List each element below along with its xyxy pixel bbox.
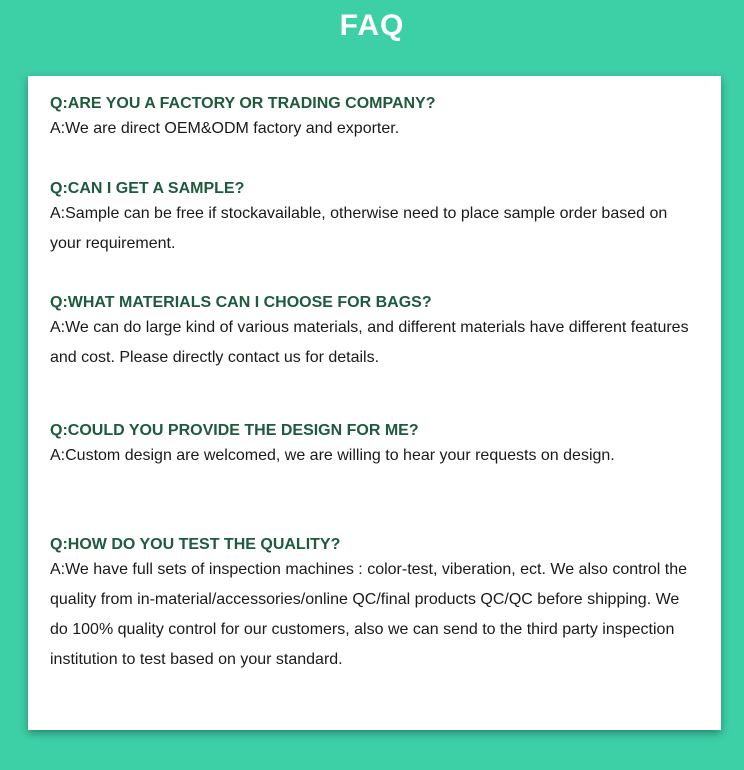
faq-item (50, 94, 700, 144)
faq-item (50, 179, 700, 259)
faq-question: Q:HOW DO YOU TEST THE QUALITY? (50, 536, 341, 553)
faq-answer: A:We have full sets of inspection machines : color-test, viberation, ect. We also control the quality from in-material/accessories/online QC/final products QC/QC before shipping. We do 100% quality control for our customers, also we can send to the third party inspection institution to test based on your standard. (50, 561, 688, 668)
faq-question: Q:WHAT MATERIALS CAN I CHOOSE FOR BAGS? (50, 294, 432, 311)
faq-answer: A:We can do large kind of various materials, and different materials have different features and cost. Please directly contact us for details. (50, 319, 689, 366)
page-title: FAQ (339, 9, 405, 42)
faq-answer: A:Custom design are welcomed, we are willing to hear your requests on design. (50, 447, 615, 464)
faq-question: Q:COULD YOU PROVIDE THE DESIGN FOR ME? (50, 422, 419, 439)
faq-question: Q:CAN I GET A SAMPLE? (50, 180, 245, 197)
faq-card (28, 76, 721, 730)
faq-answer: A:Sample can be free if stockavailable, otherwise need to place sample order based on your requirement. (50, 205, 668, 252)
faq-question: Q:ARE YOU A FACTORY OR TRADING COMPANY? (50, 95, 436, 112)
faq-item (50, 535, 700, 675)
faq-answer: A:We are direct OEM&ODM factory and exporter. (50, 120, 400, 137)
faq-item (50, 421, 700, 471)
faq-item (50, 293, 700, 373)
